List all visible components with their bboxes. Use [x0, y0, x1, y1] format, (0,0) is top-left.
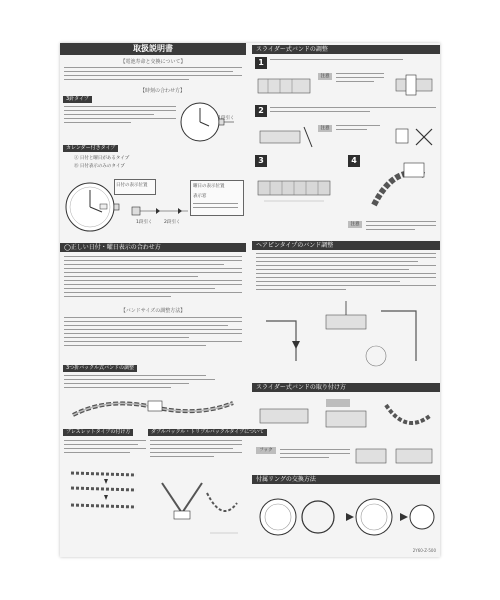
- step-number-4: 4: [348, 155, 360, 167]
- bracelet-text: [64, 440, 146, 456]
- battery-text: [64, 67, 242, 83]
- band-clasp-close-icon: [364, 155, 438, 217]
- band-slider-detail-icon: [392, 69, 436, 101]
- band-slider-icon: [254, 71, 314, 101]
- caution-text-1: [336, 73, 384, 85]
- step-number-1: 1: [255, 57, 267, 69]
- pin-type-text: [256, 253, 436, 293]
- calendar-item-a: Ⓐ 日付と曜日があるタイプ: [74, 156, 130, 161]
- 3hand-text: [64, 106, 176, 126]
- manual-title: 取扱説明書: [60, 43, 246, 55]
- band-pin-remove-icon: [256, 123, 316, 151]
- pin-type-heading: ヘアピンタイプのバンド調整: [252, 241, 440, 250]
- step-number-3: 3: [255, 155, 267, 167]
- band-link-diagram-icon: [254, 171, 334, 215]
- three-buckle-text: [64, 375, 242, 391]
- slider-band-heading: スライダー式バンドの調整: [252, 45, 440, 54]
- slider-attach-diagram-icon: [256, 395, 436, 445]
- ring-exchange-diagram-icon: [256, 487, 436, 547]
- date-setting-heading: ◯正しい日付・曜日表示の合わせ方: [60, 243, 246, 252]
- caution-label-2: 注意: [318, 125, 332, 132]
- band-size-heading: 【バンドサイズの調整方法】: [120, 308, 186, 314]
- caution-text-2: [336, 125, 380, 133]
- step-label-2: 2段引く: [164, 220, 181, 225]
- type-calendar-tag: カレンダー付きタイプ: [63, 145, 118, 152]
- bracelet-steps-icon: [66, 463, 146, 523]
- dial-label-date: 日付の表示位置: [116, 183, 148, 188]
- step-number-2: 2: [255, 105, 267, 117]
- dial-label-day: 曜日の表示位置: [193, 184, 225, 189]
- type-3hand-tag: 3針タイプ: [63, 96, 92, 103]
- caution-label-1: 注意: [318, 73, 332, 80]
- slider-attach-heading: スライダー式バンドの取り付け方: [252, 383, 440, 392]
- step-1-text: [270, 59, 436, 63]
- double-buckle-heading: ダブルバックル・トリプルバックルタイプについて: [148, 429, 267, 436]
- three-buckle-tag: 3つ折バックル式バンドの調整: [63, 365, 137, 372]
- hook-label: フック: [256, 447, 276, 454]
- calendar-item-b: Ⓑ 日付表示のみのタイプ: [74, 164, 125, 169]
- left-column: [60, 43, 265, 557]
- date-setting-text: [64, 256, 242, 300]
- dial-label-window: 表示窓: [193, 194, 207, 199]
- instruction-sheet: [60, 43, 440, 557]
- wrong-example-icon: [392, 121, 436, 151]
- hook-diagram-icon: [352, 441, 436, 471]
- step-label-1b: 1段引く: [136, 220, 153, 225]
- crown-steps-icon: [130, 201, 190, 221]
- right-column: [252, 43, 440, 557]
- battery-heading: 【電池寿命と交換について】: [120, 59, 186, 65]
- step-2-text: [270, 107, 436, 115]
- caution-label-3: 注意: [348, 221, 362, 228]
- ring-exchange-heading: 付属リングの交換方法: [252, 475, 440, 484]
- dial-callout-text: [193, 203, 238, 211]
- buckle-band-diagram-icon: [68, 393, 238, 423]
- hook-text: [280, 449, 350, 461]
- bracelet-heading: ブレスレットタイプの付け方: [63, 429, 133, 436]
- time-setting-heading: 【時刻の合わせ方】: [140, 88, 186, 94]
- band-size-text: [64, 317, 242, 349]
- footer-code: 2Y60-Z-500: [412, 548, 436, 553]
- pin-remove-diagram-icon: [256, 301, 436, 371]
- caution-text-3: [366, 221, 436, 233]
- double-buckle-diagram-icon: [152, 473, 242, 543]
- step-label-1: 1段引く: [218, 116, 235, 121]
- clock-diagram-icon: [178, 99, 238, 145]
- double-buckle-text: [150, 440, 242, 460]
